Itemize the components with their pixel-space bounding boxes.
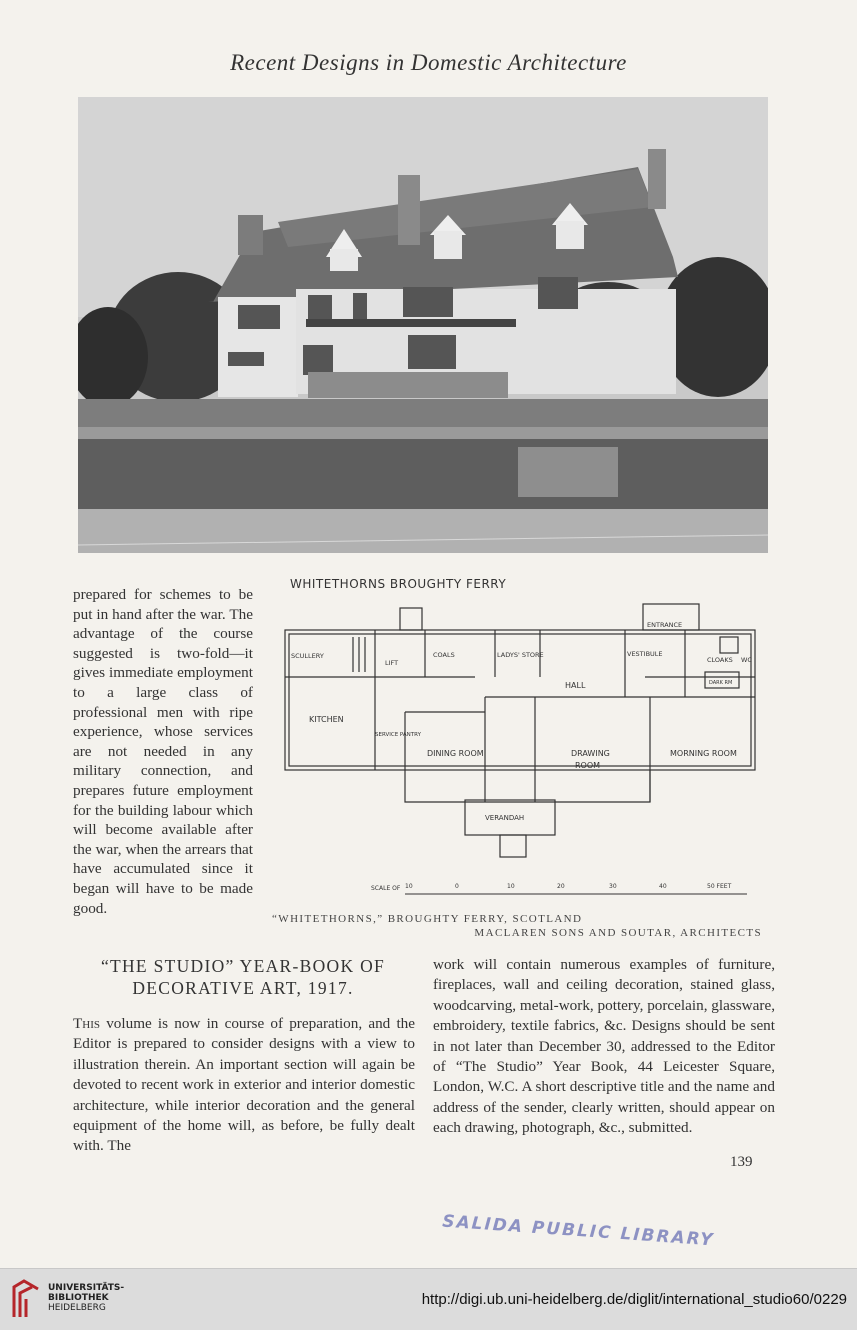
left-column-paragraph: prepared for schemes to be put in hand after the war. The advantage of the course suggested is two-fold—it gives immediate employment to a large class of professional men with ripe experience, whose services are not needed in any military connection, and prepares future employment for the building labour which will become available after the war, when the arrears that have accumulated since it began will have to be made good.: [73, 586, 253, 917]
room-label-verandah: VERANDAH: [485, 814, 525, 822]
room-label-service-pantry: SERVICE PANTRY: [375, 732, 421, 738]
page-number: 139: [730, 1154, 753, 1170]
plate-caption-architects: MACLAREN SONS AND SOUTAR, ARCHITECTS: [474, 927, 762, 939]
room-label-dining: DINING ROOM: [427, 749, 484, 758]
article-paragraph-right: work will contain numerous examples of furniture, fireplaces, wall and ceiling decoration, stained glass, woodcarving, metal-work, pottery, porcelain, glassware, embroidery, textile fabrics, &c. Designs should be sent in not later than December 30, addressed to the Editor of “The Studio” Year Book, 44 Leicester Square, London, W.C. A short descriptive title and the name and address of the sender, clearly written, should appear on each drawing, photograph, &c., submitted.: [433, 956, 775, 1137]
floor-plan: [275, 572, 765, 902]
room-label-wc: WC: [741, 656, 752, 664]
permalink-url[interactable]: http://digi.ub.uni-heidelberg.de/diglit/international_studio60/0229: [421, 1291, 847, 1308]
university-library-logo-icon: [10, 1277, 42, 1321]
scale-tick: 10: [507, 883, 515, 890]
plate-caption-title: “WHITETHORNS,” BROUGHTY FERRY, SCOTLAND: [272, 913, 583, 925]
library-stamp: SALIDA PUBLIC LIBRARY: [441, 1211, 716, 1251]
room-label-morning: MORNING ROOM: [670, 749, 737, 758]
scale-tick: 40: [659, 883, 667, 890]
room-label-vestibule: VESTIBULE: [627, 650, 663, 658]
scale-tick: 0: [455, 883, 459, 890]
plan-title: WHITETHORNS BROUGHTY FERRY: [290, 577, 507, 591]
scale-bar: [371, 883, 747, 894]
scale-tick: 30: [609, 883, 617, 890]
room-label-lift: LIFT: [385, 659, 399, 667]
house-photo-drawing: [78, 97, 768, 553]
viewer-footer: [0, 1268, 857, 1330]
article-left-body: volume is now in course of preparation, and the Editor is prepared to consider designs with a view to illustration therein. An important section will again be devoted to recent work in exterior and interior domestic architecture, while interior decoration and the general equipment of the home will, as before, be fully dealt with. The: [73, 1015, 416, 1155]
room-label-ladys-store: LADYS' STORE: [497, 651, 544, 659]
scale-tick: 50 FEET: [707, 883, 732, 890]
room-label-entrance: ENTRANCE: [647, 621, 683, 629]
scale-tick: 20: [557, 883, 565, 890]
article-paragraph-left: [73, 1014, 415, 1157]
university-library-name: [48, 1283, 124, 1313]
article-heading: “THE STUDIO” YEAR-BOOK OF DECORATIVE ART, 1917.: [100, 956, 386, 998]
room-label-coals-left: COALS: [433, 651, 455, 659]
room-label-hall: HALL: [565, 681, 586, 690]
logo-line: UNIVERSITÄTS-: [48, 1283, 125, 1293]
scale-label: SCALE OF: [371, 885, 401, 892]
room-label-cloaks: CLOAKS: [707, 656, 733, 664]
logo-line: HEIDELBERG: [48, 1303, 106, 1313]
room-label-dark-rm: DARK RM: [709, 680, 733, 686]
logo-line: BIBLIOTHEK: [48, 1293, 109, 1303]
room-label-drawing: DRAWING: [571, 749, 610, 758]
house-photograph: [78, 97, 768, 553]
article-lead-word: This: [73, 1015, 101, 1032]
scale-tick: 10: [405, 883, 413, 890]
room-label-drawing-room: ROOM: [575, 761, 601, 770]
room-label-kitchen: KITCHEN: [309, 715, 344, 724]
running-head: Recent Designs in Domestic Architecture: [230, 50, 627, 75]
room-label-scullery: SCULLERY: [291, 652, 324, 660]
